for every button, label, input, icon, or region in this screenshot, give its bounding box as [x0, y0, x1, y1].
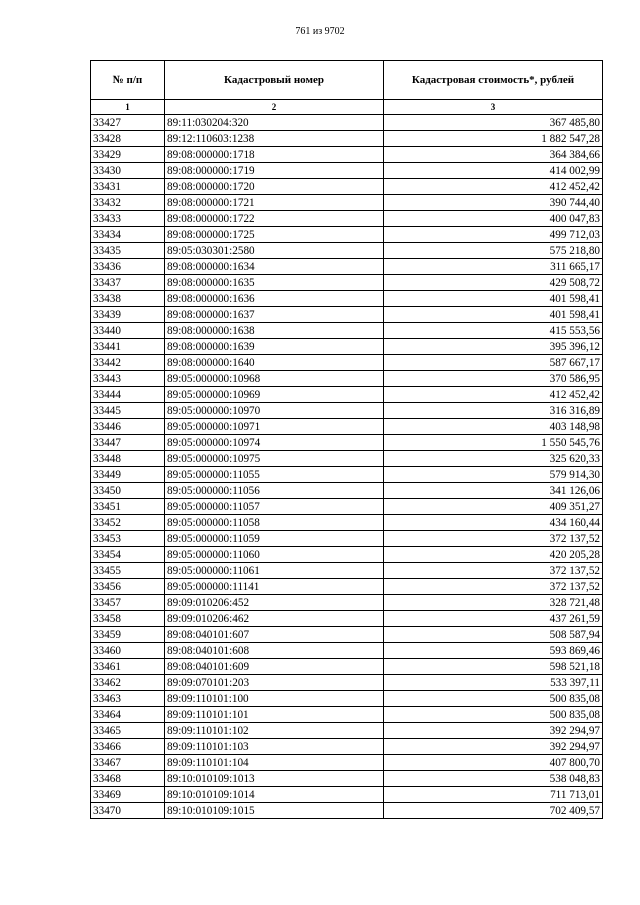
cadastral-number-cell: 89:08:000000:1640 [165, 355, 384, 371]
row-number-cell: 33438 [91, 291, 165, 307]
row-number-cell: 33461 [91, 659, 165, 675]
table-row [91, 579, 603, 595]
cadastral-value-cell: 311 665,17 [384, 259, 603, 275]
cadastral-value-cell: 508 587,94 [384, 627, 603, 643]
table-row [91, 691, 603, 707]
row-number-cell: 33463 [91, 691, 165, 707]
cadastral-number-cell: 89:05:000000:11055 [165, 467, 384, 483]
cadastral-number-cell: 89:05:000000:11057 [165, 499, 384, 515]
cadastral-value-cell: 538 048,83 [384, 771, 603, 787]
cadastral-value-cell: 711 713,01 [384, 787, 603, 803]
header-cadastral-number: Кадастровый номер [165, 61, 384, 100]
row-number-cell: 33460 [91, 643, 165, 659]
cadastral-value-cell: 325 620,33 [384, 451, 603, 467]
cadastral-number-cell: 89:05:000000:10974 [165, 435, 384, 451]
row-number-cell: 33445 [91, 403, 165, 419]
table-row [91, 451, 603, 467]
cadastral-value-cell: 415 553,56 [384, 323, 603, 339]
cadastral-number-cell: 89:12:110603:1238 [165, 131, 384, 147]
table-row [91, 131, 603, 147]
table-row [91, 483, 603, 499]
table-row [91, 323, 603, 339]
cadastral-value-cell: 372 137,52 [384, 579, 603, 595]
row-number-cell: 33430 [91, 163, 165, 179]
row-number-cell: 33457 [91, 595, 165, 611]
table-row [91, 387, 603, 403]
row-number-cell: 33459 [91, 627, 165, 643]
cadastral-value-cell: 316 316,89 [384, 403, 603, 419]
column-number-3: 3 [384, 100, 603, 115]
cadastral-number-cell: 89:08:000000:1635 [165, 275, 384, 291]
cadastral-value-cell: 328 721,48 [384, 595, 603, 611]
cadastral-number-cell: 89:08:000000:1722 [165, 211, 384, 227]
cadastral-value-cell: 587 667,17 [384, 355, 603, 371]
table-row [91, 531, 603, 547]
row-number-cell: 33435 [91, 243, 165, 259]
cadastral-number-cell: 89:08:000000:1639 [165, 339, 384, 355]
cadastral-value-cell: 593 869,46 [384, 643, 603, 659]
table-row [91, 275, 603, 291]
cadastral-value-cell: 420 205,28 [384, 547, 603, 563]
row-number-cell: 33429 [91, 147, 165, 163]
table-row [91, 147, 603, 163]
cadastral-number-cell: 89:05:000000:11058 [165, 515, 384, 531]
table-row [91, 595, 603, 611]
table-row [91, 547, 603, 563]
table-row [91, 659, 603, 675]
row-number-cell: 33467 [91, 755, 165, 771]
cadastral-number-cell: 89:08:000000:1725 [165, 227, 384, 243]
page-number: 761 из 9702 [295, 26, 345, 37]
header-row-number: № п/п [91, 61, 165, 100]
row-number-cell: 33427 [91, 115, 165, 131]
cadastral-number-cell: 89:08:000000:1719 [165, 163, 384, 179]
cadastral-number-cell: 89:08:000000:1720 [165, 179, 384, 195]
cadastral-value-cell: 414 002,99 [384, 163, 603, 179]
cadastral-value-cell: 370 586,95 [384, 371, 603, 387]
cadastral-value-cell: 1 550 545,76 [384, 435, 603, 451]
cadastral-number-cell: 89:10:010109:1013 [165, 771, 384, 787]
table-row [91, 739, 603, 755]
cadastral-value-cell: 372 137,52 [384, 531, 603, 547]
table-row [91, 291, 603, 307]
cadastral-value-cell: 434 160,44 [384, 515, 603, 531]
table-row [91, 627, 603, 643]
table-row [91, 115, 603, 131]
cadastral-number-cell: 89:08:000000:1638 [165, 323, 384, 339]
cadastral-number-cell: 89:05:000000:10968 [165, 371, 384, 387]
cadastral-value-cell: 499 712,03 [384, 227, 603, 243]
cadastral-number-cell: 89:09:110101:104 [165, 755, 384, 771]
table-row [91, 339, 603, 355]
cadastral-value-cell: 702 409,57 [384, 803, 603, 819]
cadastral-number-cell: 89:05:000000:10969 [165, 387, 384, 403]
cadastral-value-cell: 367 485,80 [384, 115, 603, 131]
cadastral-number-cell: 89:09:070101:203 [165, 675, 384, 691]
table-body [91, 115, 603, 819]
row-number-cell: 33456 [91, 579, 165, 595]
row-number-cell: 33440 [91, 323, 165, 339]
column-number-1: 1 [91, 100, 165, 115]
cadastral-value-cell: 500 835,08 [384, 707, 603, 723]
table-row [91, 515, 603, 531]
row-number-cell: 33441 [91, 339, 165, 355]
row-number-cell: 33465 [91, 723, 165, 739]
table-header-row [91, 61, 603, 100]
cadastral-number-cell: 89:05:000000:10975 [165, 451, 384, 467]
row-number-cell: 33447 [91, 435, 165, 451]
row-number-cell: 33452 [91, 515, 165, 531]
row-number-cell: 33439 [91, 307, 165, 323]
cadastral-value-cell: 500 835,08 [384, 691, 603, 707]
table-row [91, 563, 603, 579]
cadastral-number-cell: 89:08:040101:607 [165, 627, 384, 643]
table-row [91, 307, 603, 323]
cadastral-number-cell: 89:05:000000:11061 [165, 563, 384, 579]
table-row [91, 195, 603, 211]
cadastral-value-cell: 401 598,41 [384, 291, 603, 307]
row-number-cell: 33462 [91, 675, 165, 691]
column-number-row [91, 100, 603, 115]
cadastral-number-cell: 89:05:000000:10971 [165, 419, 384, 435]
cadastral-number-cell: 89:09:110101:102 [165, 723, 384, 739]
row-number-cell: 33470 [91, 803, 165, 819]
table-row [91, 227, 603, 243]
cadastral-number-cell: 89:05:000000:10970 [165, 403, 384, 419]
table-row [91, 707, 603, 723]
cadastral-number-cell: 89:08:040101:609 [165, 659, 384, 675]
table-row [91, 787, 603, 803]
cadastral-number-cell: 89:05:030301:2580 [165, 243, 384, 259]
row-number-cell: 33450 [91, 483, 165, 499]
cadastral-value-cell: 412 452,42 [384, 179, 603, 195]
row-number-cell: 33442 [91, 355, 165, 371]
row-number-cell: 33444 [91, 387, 165, 403]
column-number-2: 2 [165, 100, 384, 115]
cadastral-number-cell: 89:08:000000:1718 [165, 147, 384, 163]
header-cadastral-value: Кадастровая стоимость*, рублей [384, 61, 603, 100]
cadastral-value-cell: 400 047,83 [384, 211, 603, 227]
cadastral-number-cell: 89:05:000000:11060 [165, 547, 384, 563]
row-number-cell: 33469 [91, 787, 165, 803]
row-number-cell: 33466 [91, 739, 165, 755]
cadastral-number-cell: 89:10:010109:1014 [165, 787, 384, 803]
table-row [91, 243, 603, 259]
row-number-cell: 33443 [91, 371, 165, 387]
table-row [91, 419, 603, 435]
table-row [91, 211, 603, 227]
cadastral-value-cell: 407 800,70 [384, 755, 603, 771]
cadastral-value-cell: 412 452,42 [384, 387, 603, 403]
cadastral-number-cell: 89:08:000000:1721 [165, 195, 384, 211]
table-row [91, 163, 603, 179]
cadastral-value-cell: 1 882 547,28 [384, 131, 603, 147]
table-row [91, 771, 603, 787]
table-row [91, 467, 603, 483]
row-number-cell: 33433 [91, 211, 165, 227]
cadastral-number-cell: 89:08:000000:1636 [165, 291, 384, 307]
table-row [91, 675, 603, 691]
cadastral-value-cell: 409 351,27 [384, 499, 603, 515]
table-row [91, 643, 603, 659]
row-number-cell: 33468 [91, 771, 165, 787]
cadastral-value-cell: 395 396,12 [384, 339, 603, 355]
row-number-cell: 33458 [91, 611, 165, 627]
cadastral-number-cell: 89:08:000000:1634 [165, 259, 384, 275]
cadastral-number-cell: 89:05:000000:11056 [165, 483, 384, 499]
cadastral-number-cell: 89:09:110101:103 [165, 739, 384, 755]
row-number-cell: 33437 [91, 275, 165, 291]
table-row [91, 355, 603, 371]
cadastral-value-cell: 390 744,40 [384, 195, 603, 211]
cadastral-value-cell: 598 521,18 [384, 659, 603, 675]
cadastral-number-cell: 89:09:110101:100 [165, 691, 384, 707]
cadastral-number-cell: 89:09:110101:101 [165, 707, 384, 723]
table-row [91, 179, 603, 195]
cadastral-value-cell: 372 137,52 [384, 563, 603, 579]
row-number-cell: 33454 [91, 547, 165, 563]
cadastral-number-cell: 89:09:010206:452 [165, 595, 384, 611]
table-row [91, 435, 603, 451]
table-row [91, 803, 603, 819]
row-number-cell: 33436 [91, 259, 165, 275]
cadastral-number-cell: 89:05:000000:11141 [165, 579, 384, 595]
row-number-cell: 33451 [91, 499, 165, 515]
cadastral-number-cell: 89:10:010109:1015 [165, 803, 384, 819]
row-number-cell: 33449 [91, 467, 165, 483]
cadastral-value-cell: 401 598,41 [384, 307, 603, 323]
cadastral-value-cell: 341 126,06 [384, 483, 603, 499]
row-number-cell: 33434 [91, 227, 165, 243]
cadastral-value-cell: 392 294,97 [384, 739, 603, 755]
table-row [91, 371, 603, 387]
table-row [91, 259, 603, 275]
cadastral-number-cell: 89:08:000000:1637 [165, 307, 384, 323]
table-row [91, 723, 603, 739]
row-number-cell: 33453 [91, 531, 165, 547]
row-number-cell: 33464 [91, 707, 165, 723]
row-number-cell: 33428 [91, 131, 165, 147]
cadastral-value-cell: 403 148,98 [384, 419, 603, 435]
cadastral-number-cell: 89:09:010206:462 [165, 611, 384, 627]
cadastral-value-cell: 364 384,66 [384, 147, 603, 163]
cadastral-value-cell: 575 218,80 [384, 243, 603, 259]
cadastral-value-cell: 429 508,72 [384, 275, 603, 291]
cadastral-number-cell: 89:08:040101:608 [165, 643, 384, 659]
cadastral-number-cell: 89:11:030204:320 [165, 115, 384, 131]
row-number-cell: 33455 [91, 563, 165, 579]
cadastral-value-table [90, 60, 603, 819]
table-row [91, 499, 603, 515]
cadastral-value-cell: 437 261,59 [384, 611, 603, 627]
row-number-cell: 33448 [91, 451, 165, 467]
table-row [91, 755, 603, 771]
table-row [91, 611, 603, 627]
table-row [91, 403, 603, 419]
cadastral-value-cell: 579 914,30 [384, 467, 603, 483]
cadastral-value-cell: 392 294,97 [384, 723, 603, 739]
cadastral-value-cell: 533 397,11 [384, 675, 603, 691]
row-number-cell: 33446 [91, 419, 165, 435]
row-number-cell: 33431 [91, 179, 165, 195]
row-number-cell: 33432 [91, 195, 165, 211]
cadastral-number-cell: 89:05:000000:11059 [165, 531, 384, 547]
